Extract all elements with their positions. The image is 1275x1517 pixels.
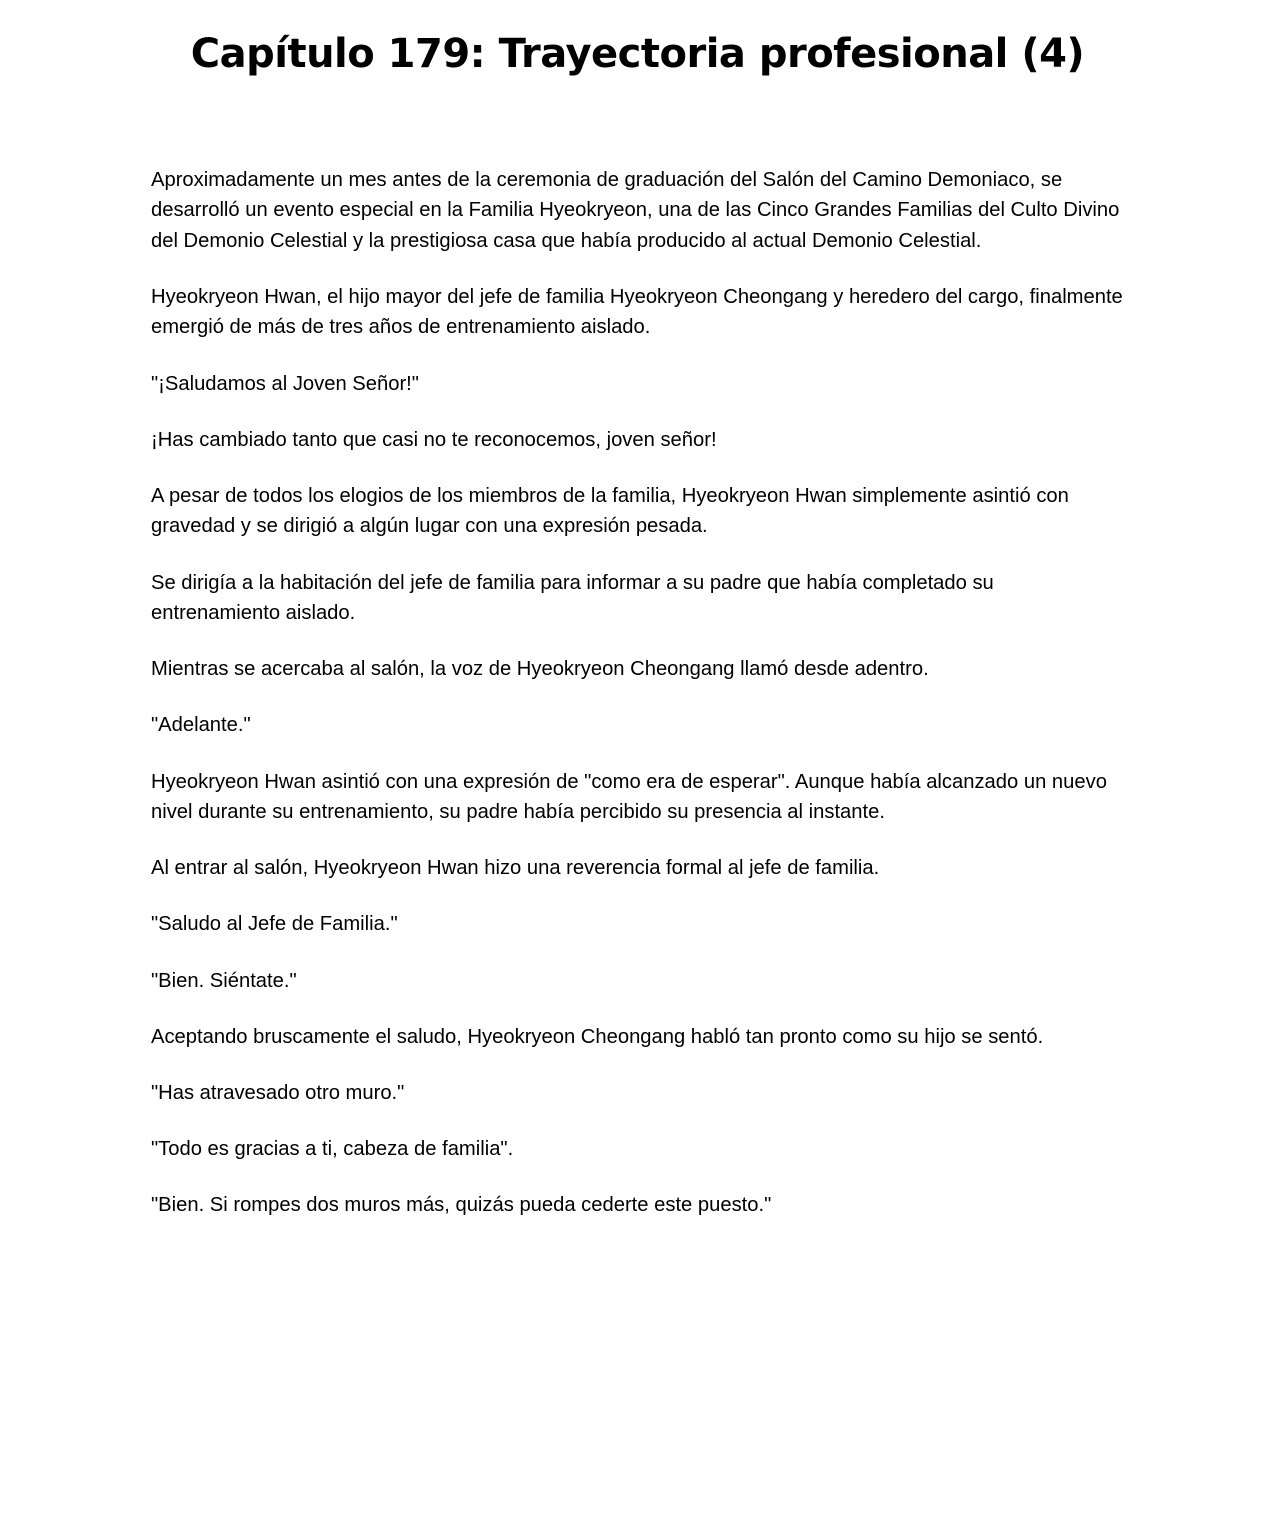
paragraph: Hyeokryeon Hwan, el hijo mayor del jefe de familia Hyeokryeon Cheongang y heredero del cargo, finalmente emergió de más de tres años de entrenamiento aislado. bbox=[151, 286, 1123, 339]
paragraph: Mientras se acercaba al salón, la voz de Hyeokryeon Cheongang llamó desde adentro. bbox=[151, 658, 929, 681]
paragraph: "Bien. Si rompes dos muros más, quizás pueda cederte este puesto." bbox=[151, 1194, 772, 1217]
paragraph: "¡Saludamos al Joven Señor!" bbox=[151, 372, 419, 395]
paragraph: Aproximadamente un mes antes de la ceremonia de graduación del Salón del Camino Demoniaco, se desarrolló un evento especial en la Familia Hyeokryeon, una de las Cinco Grandes Familias del Culto Divino del Demonio Celestial y la prestigiosa casa que había producido al actual Demonio Celestial. bbox=[151, 169, 1120, 252]
chapter-body bbox=[151, 165, 1126, 1247]
chapter-title: Capítulo 179: Trayectoria profesional (4) bbox=[190, 31, 1085, 77]
paragraph: Hyeokryeon Hwan asintió con una expresión de "como era de esperar". Aunque había alcanzado un nuevo nivel durante su entrenamiento, su padre había percibido su presencia al instante. bbox=[151, 770, 1107, 824]
paragraph: Aceptando bruscamente el saludo, Hyeokryeon Cheongang habló tan pronto como su hijo se sentó. bbox=[151, 1025, 1044, 1048]
paragraph: "Adelante." bbox=[151, 714, 251, 737]
paragraph: "Saludo al Jefe de Familia." bbox=[151, 913, 398, 936]
paragraph: Se dirigía a la habitación del jefe de familia para informar a su padre que había completado su entrenamiento aislado. bbox=[151, 571, 994, 625]
paragraph: A pesar de todos los elogios de los miembros de la familia, Hyeokryeon Hwan simplemente asintió con gravedad y se dirigió a algún lugar con una expresión pesada. bbox=[151, 485, 1069, 538]
paragraph: "Has atravesado otro muro." bbox=[151, 1082, 405, 1105]
paragraph: "Bien. Siéntate." bbox=[151, 969, 297, 992]
paragraph: "Todo es gracias a ti, cabeza de familia". bbox=[151, 1138, 514, 1161]
paragraph: Al entrar al salón, Hyeokryeon Hwan hizo una reverencia formal al jefe de familia. bbox=[151, 857, 880, 880]
paragraph: ¡Has cambiado tanto que casi no te reconocemos, joven señor! bbox=[151, 428, 717, 451]
